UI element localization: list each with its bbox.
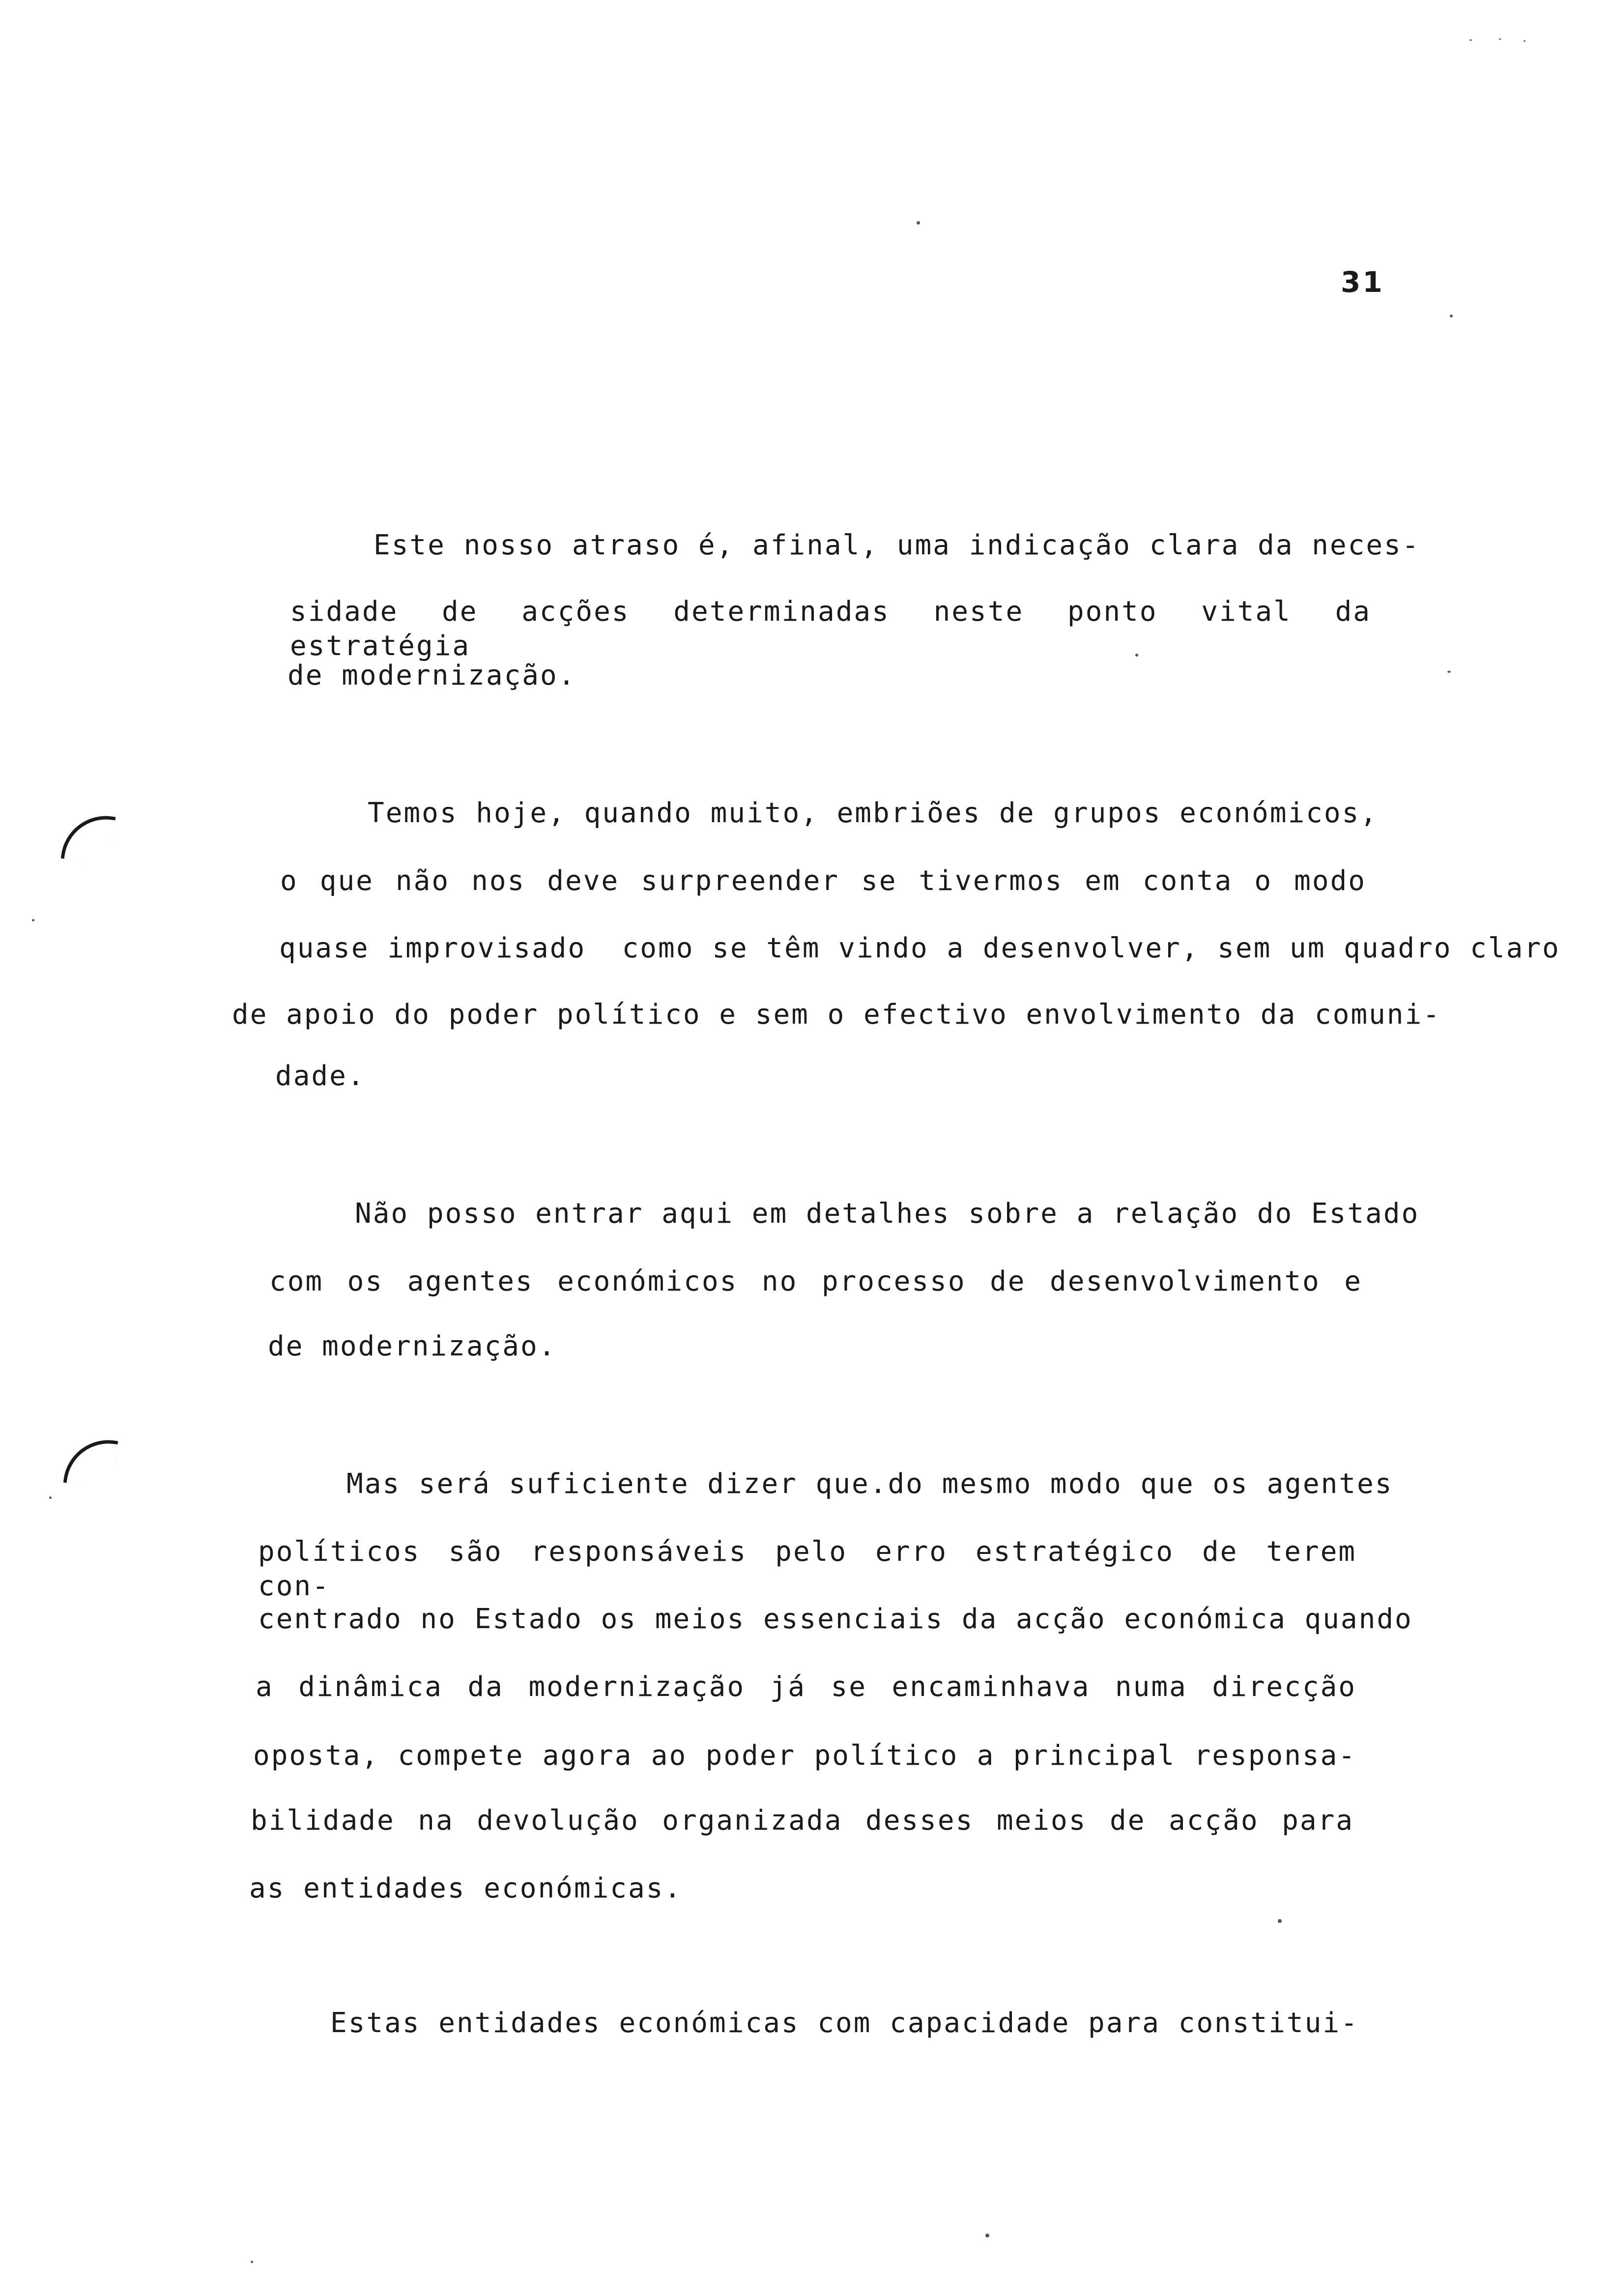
scan-speck — [1499, 38, 1501, 40]
paragraph-2-line-2: o que não nos deve surpreender se tivermos em conta o modo — [280, 865, 1366, 897]
paragraph-4-line-3: centrado no Estado os meios essenciais da acção económica quando — [258, 1603, 1413, 1635]
paragraph-4-line-5: oposta, compete agora ao poder político a principal responsa- — [253, 1740, 1356, 1772]
scan-speck — [1469, 39, 1472, 41]
paragraph-1-line-3: de modernização. — [288, 660, 576, 691]
paragraph-2-line-1: Temos hoje, quando muito, embriões de grupos económicos, — [368, 797, 1379, 829]
scan-speck — [1524, 40, 1526, 42]
paragraph-4-line-6: bilidade na devolução organizada desses meios de acção para — [251, 1805, 1354, 1837]
scan-speck — [49, 1496, 52, 1499]
paragraph-2-line-4: de apoio do poder político e sem o efectivo envolvimento da comuni- — [232, 999, 1441, 1031]
margin-bracket-mark — [61, 810, 116, 865]
scan-speck — [1135, 654, 1138, 657]
scan-speck — [917, 221, 920, 225]
paragraph-3-line-3: de modernização. — [268, 1330, 557, 1362]
scan-speck — [1278, 1919, 1282, 1923]
scan-speck — [985, 2234, 989, 2238]
paragraph-2-line-5: dade. — [275, 1060, 366, 1092]
paragraph-2-line-3: quase improvisado como se têm vindo a desenvolver, sem um quadro claro — [279, 932, 1560, 964]
paragraph-1-line-2: sidade de acções determinadas neste ponto vital da estratégia — [290, 596, 1371, 662]
paragraph-4-line-2: políticos são responsáveis pelo erro estratégico de terem con- — [258, 1536, 1356, 1602]
paragraph-4-line-1: Mas será suficiente dizer que.do mesmo modo que os agentes — [346, 1468, 1393, 1500]
scan-speck — [251, 2261, 253, 2263]
scan-speck — [1450, 315, 1453, 317]
scan-speck — [1447, 671, 1451, 673]
page-number: 31 — [1341, 265, 1384, 299]
paragraph-3-line-2: com os agentes económicos no processo de desenvolvimento e — [269, 1265, 1362, 1297]
paragraph-5-line-1: Estas entidades económicas com capacidade para constitui- — [330, 2007, 1359, 2039]
paragraph-4-line-4: a dinâmica da modernização já se encaminhava numa direcção — [256, 1671, 1356, 1703]
paragraph-4-line-7: as entidades económicas. — [249, 1872, 683, 1904]
scan-speck — [32, 919, 34, 921]
paragraph-1-line-1: Este nosso atraso é, afinal, uma indicação clara da neces- — [374, 529, 1420, 561]
paragraph-3-line-1: Não posso entrar aqui em detalhes sobre a relação do Estado — [355, 1198, 1420, 1230]
margin-bracket-mark — [63, 1435, 118, 1490]
